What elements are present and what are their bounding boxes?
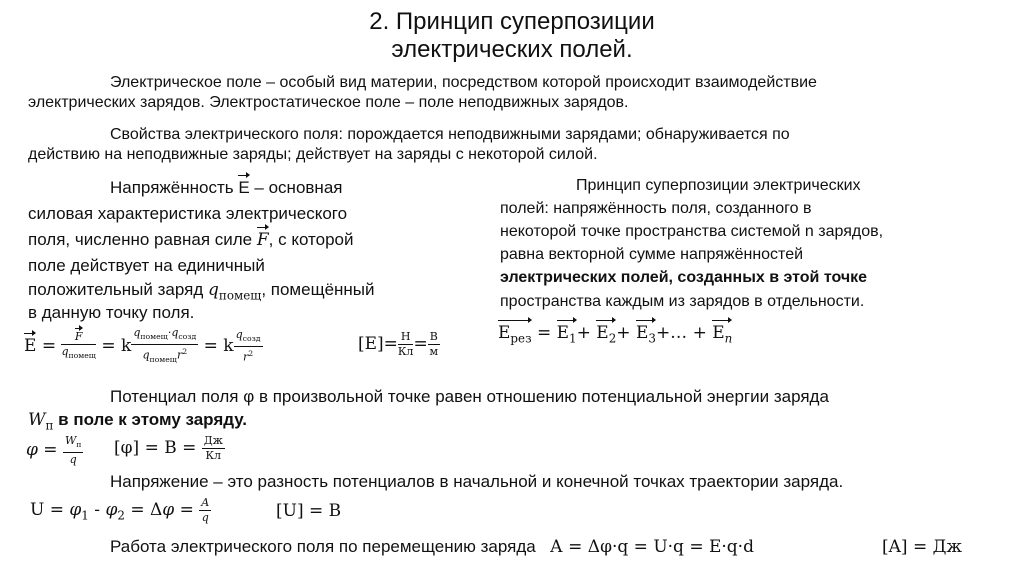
vector-F: F [256, 230, 269, 250]
left-line-4: поле действует на единичный [28, 256, 265, 275]
q-pomesh: $q_{помещ}$ [208, 280, 262, 303]
work-unit: [A] = Дж [882, 537, 963, 557]
left-line-3: поля, численно равная силе F, с которой [28, 230, 354, 250]
intro-p2-line2: действию на неподвижные заряды; действует на заряды с некоторой силой. [28, 146, 598, 163]
left-line-1: Напряжённость E – основная [110, 178, 343, 197]
right-line-3: некоторой точке пространства системой n зарядов, [500, 223, 884, 240]
title-line-2: электрических полей. [391, 36, 633, 63]
potential-unit: [φ] = В = $\frac{Дж}{Кл}$ [114, 434, 223, 462]
right-line-4: равна векторной сумме напряжённостей [500, 246, 804, 263]
field-strength-formula: E = $\frac{F}{q_{помещ}}$ = k $\frac{q_{помещ}\cdot q_{созд}}{q_{помещ}r^2}$ = k $\frac{q_{созд}}{r^2}$ [24, 326, 261, 365]
voltage-formula: $U = \varphi_1 - \varphi_2 = \Delta\varphi$ = $\frac{A}{q}$ [30, 496, 210, 524]
potential-formula: φ = $\frac{W_п}{q}$ [26, 434, 82, 467]
right-line-5: электрических полей, созданных в этой точке [500, 269, 868, 286]
intro-p1-line2: электрических зарядов. Электростатическое поле – поле неподвижных зарядов. [28, 94, 629, 111]
left-line-6: в данную точку поля. [28, 303, 195, 322]
intro-p2-line1: Свойства электрического поля: порождается неподвижными зарядами; обнаруживается по [110, 126, 790, 143]
voltage-line-1: Напряжение – это разность потенциалов в начальной и конечной точках траектории заряда. [110, 472, 844, 491]
right-line-6: пространства каждым из зарядов в отдельности. [500, 293, 865, 310]
right-line-1: Принцип суперпозиции электрических [576, 177, 861, 194]
field-strength-unit: [E]= $\frac{Н}{Кл}$ = $\frac{В}{м}$ [358, 330, 439, 358]
intro-p1-line1: Электрическое поле – особый вид материи, посредством которой происходит взаимодействие [110, 74, 817, 91]
superposition-formula: $E_{рез} = E_1+ E_2+$ $E_3+\dots + E_n$ [498, 322, 732, 349]
voltage-unit: [U] = В [276, 501, 342, 521]
potential-line-2: $W_п$ в поле к этому заряду. [28, 410, 247, 433]
work-line: Работа электрического поля по перемещению заряда А = Δφ·q = U·q = E·q·d [110, 537, 754, 557]
left-line-2: силовая характеристика электрического [28, 204, 348, 223]
title-line-1: 2. Принцип суперпозиции [369, 8, 655, 35]
potential-line-1: Потенциал поля φ в произвольной точке равен отношению потенциальной энергии заряда [110, 387, 829, 406]
page-title [0, 8, 1024, 64]
right-line-2: полей: напряжённость поля, созданного в [500, 200, 812, 217]
vector-E: E [238, 178, 250, 197]
left-line-5: положительный заряд $q_{помещ}$, помещённый [28, 280, 375, 303]
